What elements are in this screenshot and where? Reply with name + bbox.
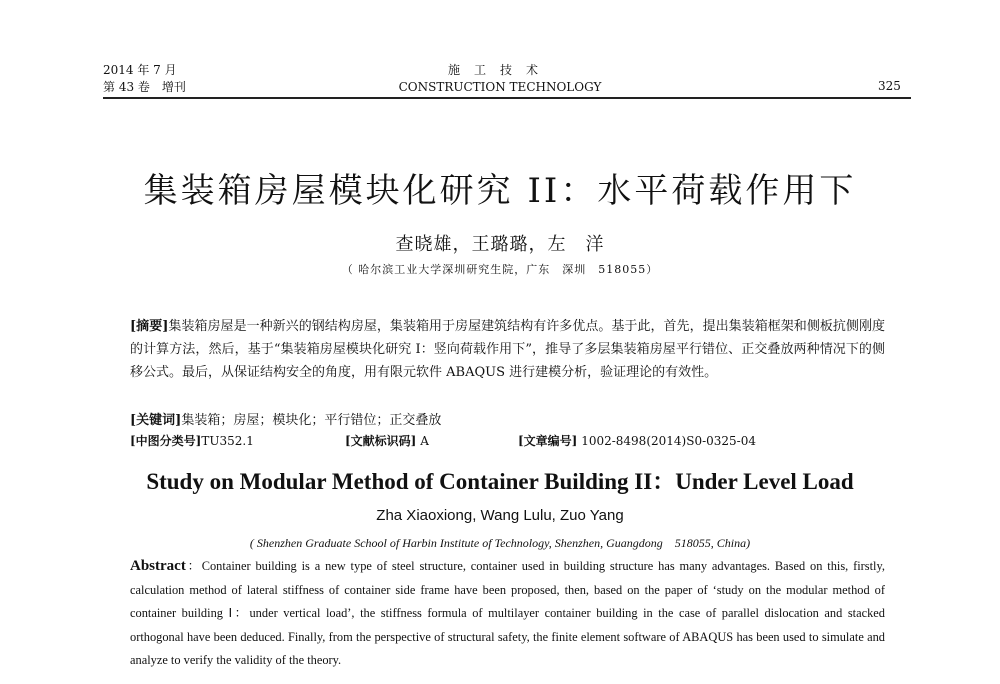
authors-zh: 查晓雄，王璐璐，左 洋 bbox=[395, 234, 605, 255]
abstract-zh-text: 集装箱房屋是一种新兴的钢结构房屋，集装箱用于房屋建筑结构有许多优点。基于此，首先，提出集装箱框架和侧板抗侧刚度的计算方法，然后，基于“集装箱房屋模块化研究 Ⅰ：竖向荷载作用下”，推导了多层集装箱房屋平行错位、正交叠放两种情况下的侧移公式。最后，从保证结构安全的角度，用有限元软件 ABAQUS 进行建模分析，验证理论的有效性。 bbox=[130, 319, 885, 380]
abstract-zh-label: [摘要] bbox=[130, 319, 169, 334]
document-code bbox=[345, 432, 429, 449]
abstract-en-label: Abstract bbox=[130, 558, 186, 574]
header-date: 2014 年 7 月 bbox=[103, 63, 177, 77]
journal-name-en: CONSTRUCTION TECHNOLOGY bbox=[398, 80, 602, 94]
article-number-value: 1002-8498(2014)S0-0325-04 bbox=[581, 434, 756, 448]
article-number bbox=[518, 432, 756, 449]
article-number-label: [文章编号] bbox=[518, 434, 578, 448]
keywords-zh bbox=[130, 409, 441, 428]
header-rule bbox=[103, 97, 911, 99]
authors-en: Zha Xiaoxiong, Wang Lulu, Zuo Yang bbox=[376, 507, 624, 524]
affiliation-zh: （ 哈尔滨工业大学深圳研究生院，广东 深圳 518055） bbox=[341, 263, 659, 276]
abstract-zh bbox=[130, 315, 885, 384]
abstract-en-text: ：Container building is a new type of steel structure, container used in building structure has many advantages. Based on this, firstly, calculation method of lateral stiffness of container side frame have been proposed, then, based on the paper of ‘study on the modular method of container building Ⅰ：under vertical load’, the stiffness formula of multilayer container building in the case of parallel dislocation and stacked orthogonal have been deduced. Finally, from the perspective of structural safety, the finite element software of ABAQUS has been used to simulate and analyze to verify the validity of the theory. bbox=[130, 559, 885, 668]
classification-number bbox=[130, 432, 254, 449]
affiliation-en: ( Shenzhen Graduate School of Harbin Institute of Technology, Shenzhen, Guangdong 518055, China) bbox=[249, 536, 751, 550]
journal-name-zh: 施工技术 bbox=[447, 63, 552, 77]
header-volume: 第 43 卷 增刊 bbox=[103, 80, 186, 94]
document-code-value: A bbox=[420, 434, 429, 448]
title-en: Study on Modular Method of Container Building II：Under Level Load bbox=[146, 469, 854, 494]
abstract-en bbox=[130, 555, 885, 673]
page-number: 325 bbox=[878, 79, 901, 93]
document-code-label: [文献标识码] bbox=[345, 434, 417, 448]
classification-value: TU352.1 bbox=[201, 434, 254, 448]
title-zh: 集装箱房屋模块化研究 II：水平荷载作用下 bbox=[143, 171, 857, 211]
classification-label: [中图分类号] bbox=[130, 434, 202, 448]
header-journal bbox=[340, 62, 660, 96]
keywords-text: 集装箱；房屋；模块化；平行错位；正交叠放 bbox=[181, 413, 442, 428]
header-issue-info bbox=[103, 62, 186, 96]
keywords-label: [关键词] bbox=[130, 413, 182, 428]
